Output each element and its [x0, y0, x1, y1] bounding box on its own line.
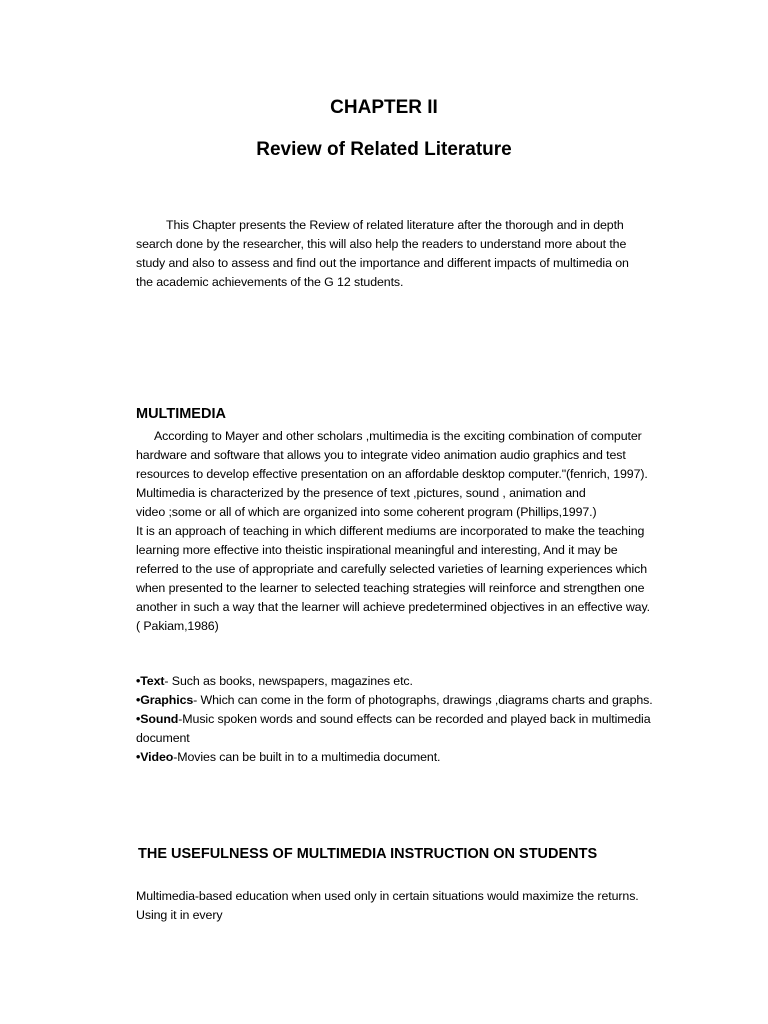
- usefulness-line: Using it in every: [136, 908, 223, 922]
- multimedia-line: According to Mayer and other scholars ,multimedia is the exciting combination of computer: [154, 429, 642, 443]
- media-types-list: [136, 672, 686, 767]
- list-item: [136, 710, 686, 729]
- bullet-text: - Which can come in the form of photographs, drawings ,diagrams charts and graphs.: [193, 693, 653, 707]
- multimedia-line: hardware and software that allows you to integrate video animation audio graphics and test: [136, 448, 626, 462]
- intro-paragraph: [136, 216, 686, 292]
- multimedia-paragraph: [136, 427, 686, 636]
- bullet-text: document: [136, 731, 190, 745]
- list-item-continuation: [136, 729, 686, 748]
- list-item: [136, 748, 686, 767]
- multimedia-line: another in such a way that the learner will achieve predetermined objectives in an effective way.: [136, 600, 650, 614]
- bullet-text: - Such as books, newspapers, magazines etc.: [164, 674, 413, 688]
- intro-line: search done by the researcher, this will also help the readers to understand more about the: [136, 237, 627, 251]
- intro-line: the academic achievements of the G 12 students.: [136, 275, 404, 289]
- bullet-text: -Music spoken words and sound effects can be recorded and played back in multimedia: [178, 712, 651, 726]
- chapter-title: Review of Related Literature: [256, 139, 512, 160]
- multimedia-line: resources to develop effective presentation on an affordable desktop computer."(fenrich, 1997).: [136, 467, 648, 481]
- bullet-term: •Text: [136, 674, 165, 688]
- multimedia-line: video ;some or all of which are organized into some coherent program (Phillips,1997.): [136, 505, 597, 519]
- chapter-number: CHAPTER II: [330, 97, 438, 118]
- multimedia-line: ( Pakiam,1986): [136, 619, 219, 633]
- multimedia-line: when presented to the learner to selected teaching strategies will reinforce and strengthen one: [136, 581, 645, 595]
- bullet-term: •Sound: [136, 712, 179, 726]
- list-item: [136, 672, 686, 691]
- list-item: [136, 691, 686, 710]
- multimedia-line: referred to the use of appropriate and carefully selected varieties of learning experiences which: [136, 562, 648, 576]
- usefulness-heading: THE USEFULNESS OF MULTIMEDIA INSTRUCTION ON STUDENTS: [138, 846, 598, 862]
- multimedia-line: learning more effective into theistic inspirational meaningful and interesting, And it may be: [136, 543, 618, 557]
- multimedia-line: It is an approach of teaching in which different mediums are incorporated to make the teaching: [136, 524, 645, 538]
- intro-line: study and also to assess and find out the importance and different impacts of multimedia on: [136, 256, 629, 270]
- intro-line: This Chapter presents the Review of related literature after the thorough and in depth: [166, 218, 624, 232]
- bullet-term: •Graphics: [136, 693, 194, 707]
- usefulness-paragraph: [136, 887, 686, 925]
- multimedia-line: Multimedia is characterized by the presence of text ,pictures, sound , animation and: [136, 486, 586, 500]
- usefulness-line: Multimedia-based education when used only in certain situations would maximize the returns.: [136, 889, 639, 903]
- bullet-text: -Movies can be built in to a multimedia document.: [173, 750, 441, 764]
- multimedia-heading: MULTIMEDIA: [136, 406, 226, 422]
- bullet-term: •Video: [136, 750, 174, 764]
